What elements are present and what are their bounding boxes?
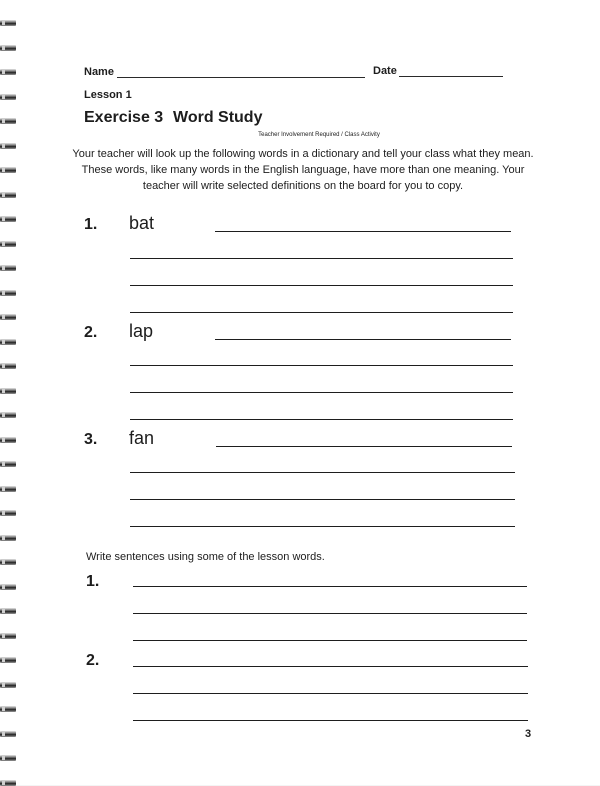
sentence-number-1: 1. (86, 573, 100, 590)
binding-coil (0, 486, 16, 492)
definition-line[interactable] (216, 446, 512, 447)
binding-coil (0, 510, 16, 516)
sentence-line[interactable] (133, 586, 527, 587)
exercise-number: Exercise 3 (84, 109, 164, 126)
word-1: bat (129, 213, 155, 233)
word-2: lap (129, 321, 154, 341)
word-number-3: 3. (84, 431, 98, 448)
sentence-line[interactable] (133, 640, 527, 641)
name-line[interactable] (117, 77, 365, 78)
binding-coil (0, 682, 16, 688)
name-label: Name (84, 66, 114, 78)
binding-coil (0, 290, 16, 296)
binding-coil (0, 461, 16, 467)
binding-coil (0, 20, 16, 26)
definition-line[interactable] (130, 285, 513, 286)
word-number-2: 2. (84, 324, 98, 341)
binding-coil (0, 412, 16, 418)
page-number: 3 (525, 728, 532, 740)
definition-line[interactable] (130, 312, 513, 313)
definition-line[interactable] (215, 339, 511, 340)
lesson-label: Lesson 1 (84, 89, 132, 101)
sentence-line[interactable] (133, 666, 528, 667)
word-3: fan (129, 428, 155, 448)
sentence-line[interactable] (133, 693, 528, 694)
binding-coil (0, 69, 16, 75)
definition-line[interactable] (130, 365, 513, 366)
definition-line[interactable] (130, 392, 513, 393)
date-line[interactable] (399, 76, 503, 77)
definition-line[interactable] (130, 472, 515, 473)
definition-line[interactable] (215, 231, 511, 232)
binding-coil (0, 559, 16, 565)
definition-line[interactable] (130, 419, 513, 420)
spiral-binding (0, 0, 18, 785)
date-label: Date (373, 65, 397, 77)
binding-coil (0, 608, 16, 614)
definition-line[interactable] (130, 499, 515, 500)
binding-coil (0, 363, 16, 369)
binding-coil (0, 706, 16, 712)
binding-coil (0, 535, 16, 541)
binding-coil (0, 339, 16, 345)
definition-line[interactable] (130, 526, 515, 527)
binding-coil (0, 780, 16, 786)
binding-coil (0, 94, 16, 100)
binding-coil (0, 731, 16, 737)
binding-coil (0, 167, 16, 173)
binding-coil (0, 45, 16, 51)
binding-coil (0, 143, 16, 149)
exercise-note: Teacher Involvement Required / Class Activity (258, 132, 380, 138)
sentence-number-2: 2. (86, 652, 100, 669)
binding-coil (0, 633, 16, 639)
binding-coil (0, 216, 16, 222)
binding-coil (0, 192, 16, 198)
binding-coil (0, 241, 16, 247)
sentence-prompt: Write sentences using some of the lesson words. (86, 551, 325, 563)
binding-coil (0, 265, 16, 271)
sentence-line[interactable] (133, 613, 527, 614)
binding-coil (0, 584, 16, 590)
instructions-text: Your teacher will look up the following words in a dictionary and tell your class what they mean. These words, like many words in the English language, have more than one meaning. Your teacher will write selected definitions on the board for you to copy. (72, 148, 534, 192)
binding-coil (0, 657, 16, 663)
binding-coil (0, 118, 16, 124)
sentence-line[interactable] (133, 720, 528, 721)
definition-line[interactable] (130, 258, 513, 259)
binding-coil (0, 755, 16, 761)
binding-coil (0, 314, 16, 320)
binding-coil (0, 388, 16, 394)
exercise-title: Word Study (173, 109, 263, 126)
binding-coil (0, 437, 16, 443)
word-number-1: 1. (84, 216, 98, 233)
